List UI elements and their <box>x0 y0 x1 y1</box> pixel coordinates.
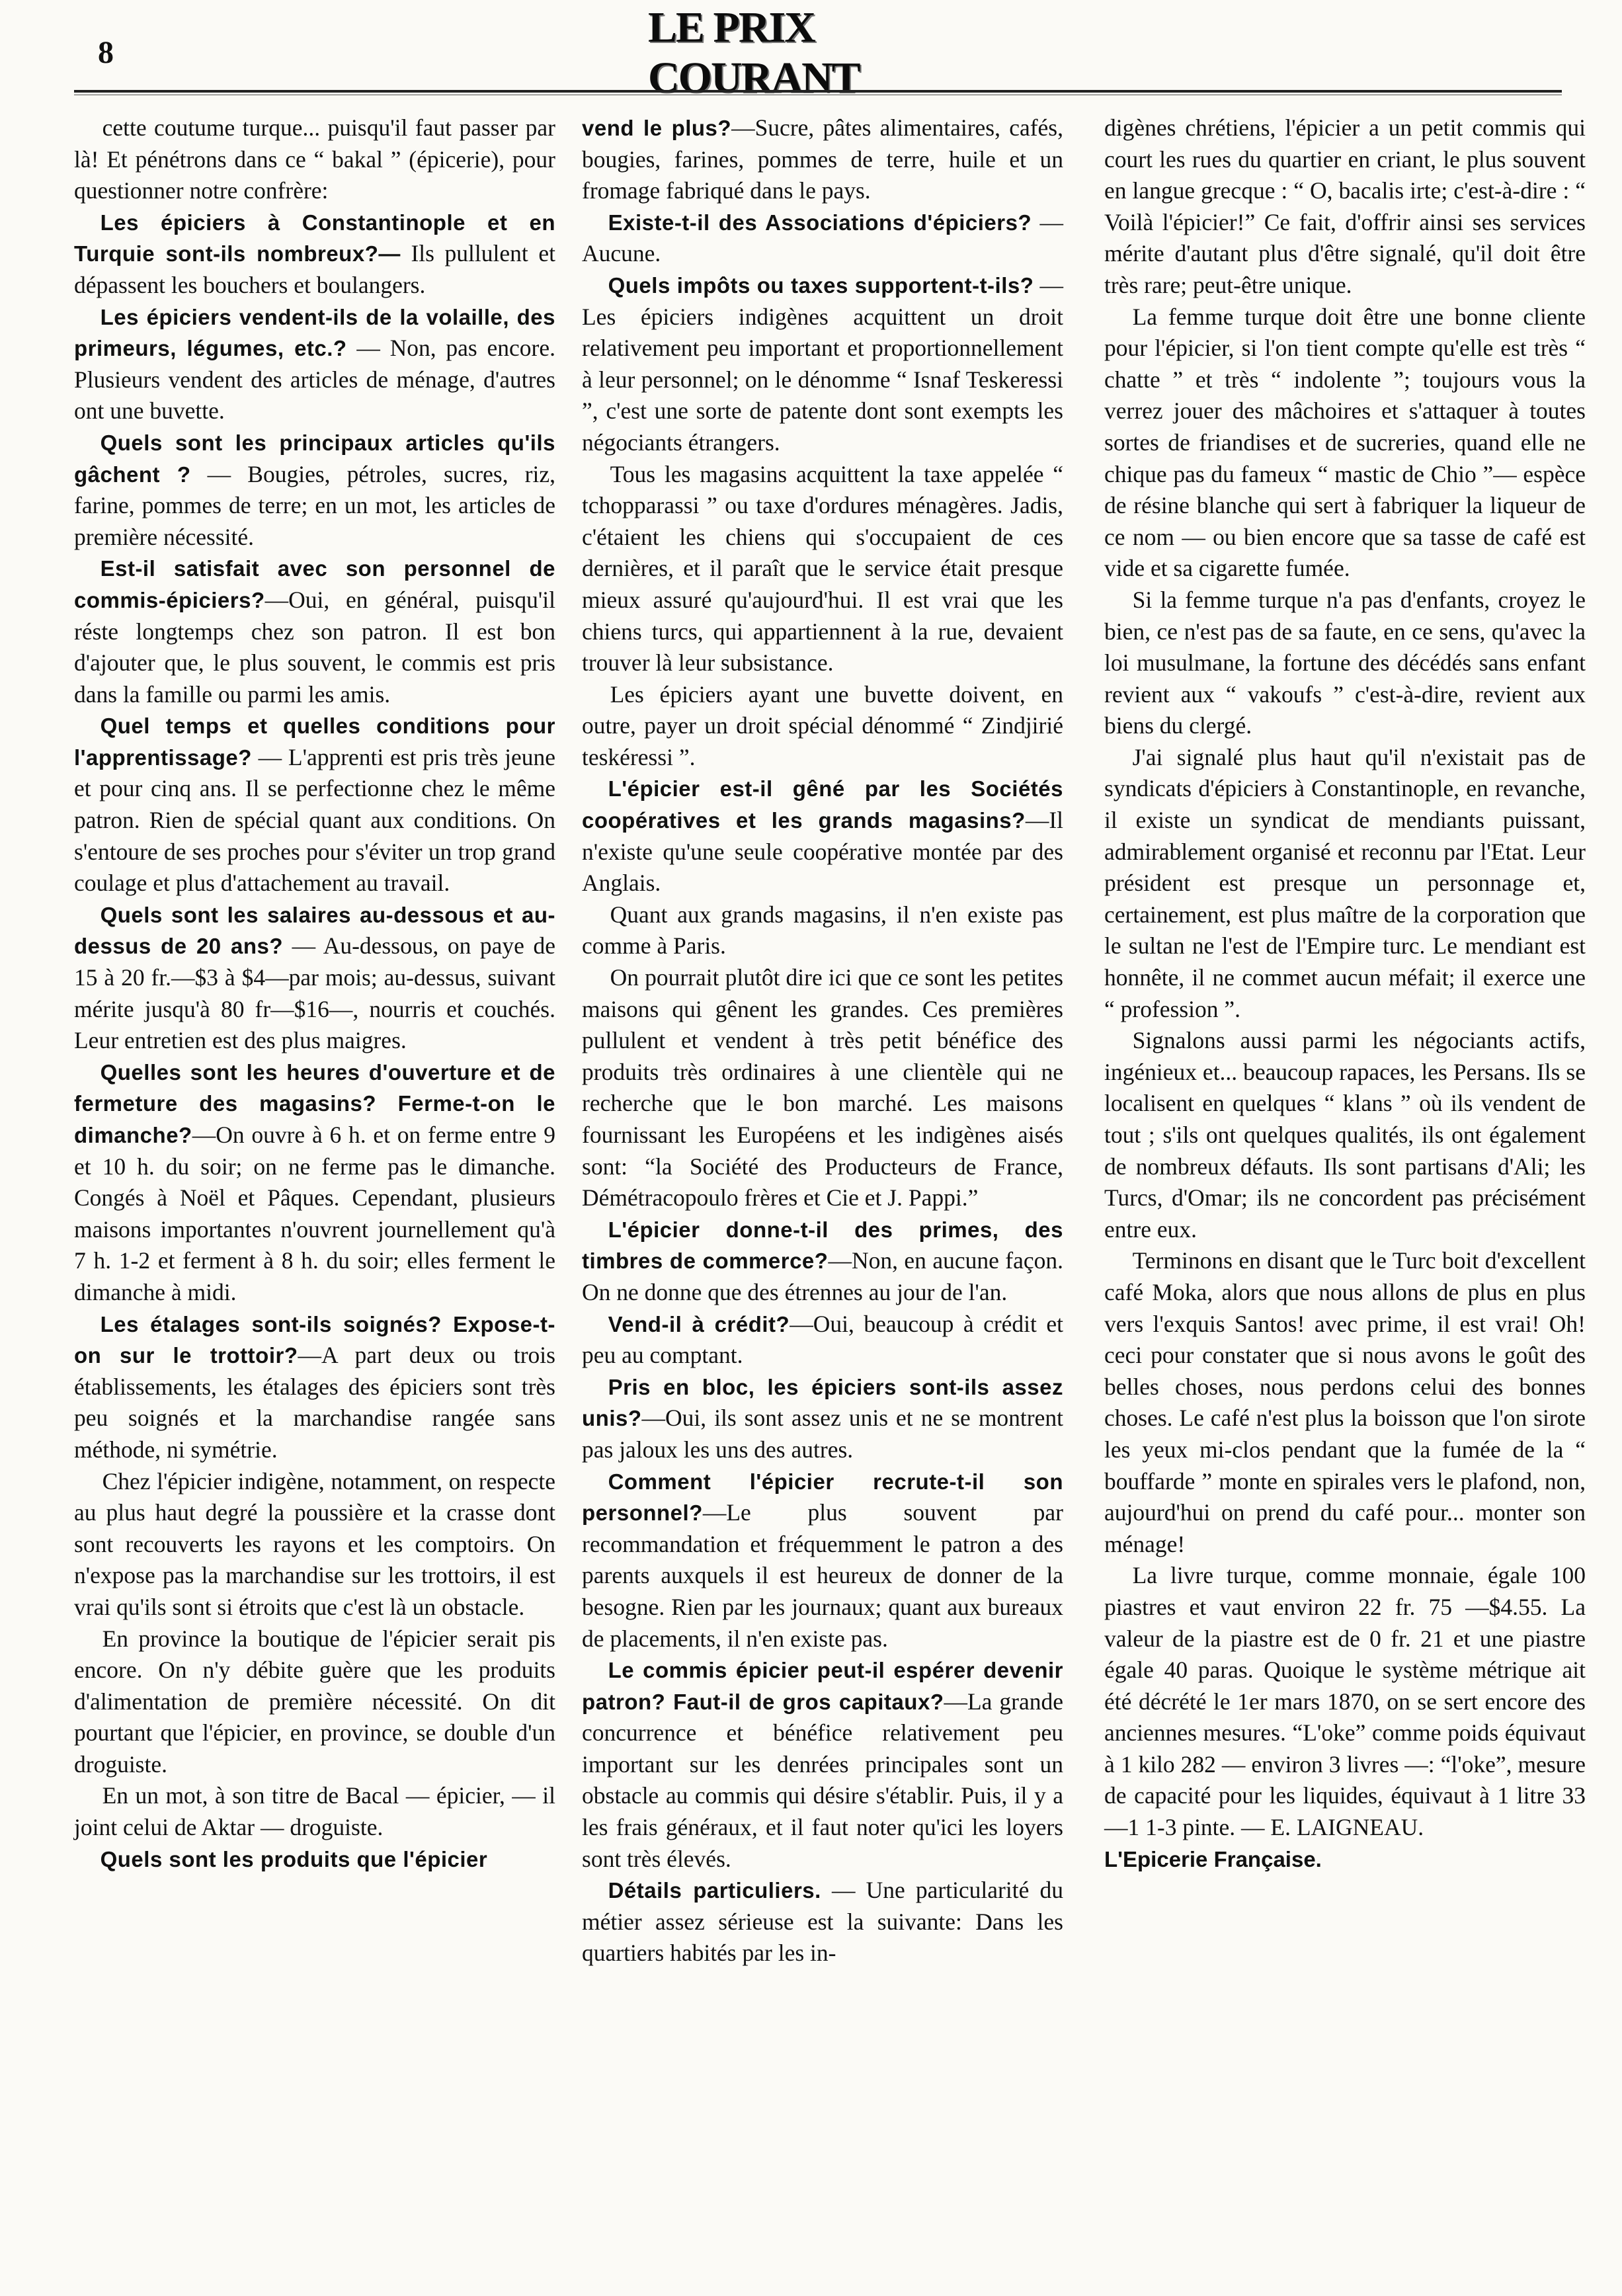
question-heading: Pris en bloc, les épiciers sont-ils assez unis? <box>582 1374 1063 1431</box>
answer-text: — Bougies, pétroles, sucres, riz, farine, pommes de terre; en un mot, les articles de première nécessité. <box>74 460 555 550</box>
answer-text: —Oui, beaucoup à crédit et peu au comptant. <box>582 1310 1063 1369</box>
answer-text: —Les épiciers indigènes acquittent un droit relativement peu important et proportionnellement à leur personnel; on le dénomme “ Isnaf Teskeressi ”, c'est une sorte de patente dont sont exempts les négociants étrangers. <box>582 271 1064 456</box>
question-answer <box>74 553 555 710</box>
answer-text: — Au-dessous, on paye de 15 à 20 fr.—$3 à $4—par mois; au-dessus, suivant mérite jusqu'à 80 fr—$16—, nourris et couchés. Leur entretien est des plus maigres. <box>74 932 555 1054</box>
question-heading: Les étalages sont-ils soignés? Expose-t-on sur le trottoir? <box>74 1311 555 1368</box>
question-answer <box>582 1655 1063 1875</box>
question-heading: L'épicier donne-t-il des primes, des timbres de commerce? <box>582 1217 1063 1274</box>
answer-text: — Une particularité du métier assez sérieuse est la suivante: Dans les quartiers habités par les in- <box>582 1877 1063 1967</box>
answer-text: — Aucune. <box>582 208 1064 267</box>
answer-text: Ils pullulent et dépassent les bouchers et boulangers. <box>74 240 555 298</box>
question-heading: Les épiciers vendent-ils de la volaille, des primeurs, légumes, etc.? <box>74 304 555 361</box>
answer-text: —La grande concurrence et bénéfice relativement peu important sur les denrées principales sont un obstacle au commis qui désire s'établir. Puis, il y a les frais généraux, et il faut noter qu'ici les loyers sont très élevés. <box>582 1688 1063 1872</box>
question-answer <box>582 1214 1063 1309</box>
page-number: 8 <box>98 35 114 70</box>
answer-text: —Sucre, pâtes alimentaires, cafés, bougies, farines, pommes de terre, huile et un fromage fabriqué dans le pays. <box>582 114 1063 204</box>
article-paragraph: Quant aux grands magasins, il n'en existe pas comme à Paris. <box>582 901 1063 960</box>
article-paragraph: On pourrait plutôt dire ici que ce sont les petites maisons qui gênent les grandes. Ces premières pullulent et vendent à très petit bénéfice des produits très ordinaires à une clientèle qui ne recherche que le bon marché. Les maisons fournissant les Européens et les indigènes aisés sont: “la Société des Producteurs de France, Démétracopoulo frères et Cie et J. Pappi.” <box>582 964 1063 1211</box>
question-heading: Quels sont les salaires au-dessous et au-dessus de 20 ans? <box>74 902 555 959</box>
answer-text: —Le plus souvent par recommandation et fréquemment le patron a des parents auxquels il est heureux de donner de la besogne. Rien par les journaux; quant aux bureaux de placements, il n'en existe pas. <box>582 1499 1063 1652</box>
article-paragraph: J'ai signalé plus haut qu'il n'existait pas de syndicats d'épiciers à Constantinople, en revanche, il existe un syndicat de mendiants puissant, admirablement organisé et reconnu par l'Etat. Leur président est presque un personnage et, certainement, est plus maître de la corporation que le sultan ne l'est de l'Empire turc. Le mendiant est honnête, il ne commet aucun méfait; il exerce une “ profession ”. <box>1104 743 1586 1022</box>
question-heading: Le commis épicier peut-il espérer devenir patron? Faut-il de gros capitaux? <box>582 1658 1063 1714</box>
question-answer <box>582 1309 1063 1372</box>
article-paragraph: Chez l'épicier indigène, notamment, on respecte au plus haut degré la poussière et la crasse dont sont recouverts les rayons et les comptoirs. On n'expose pas la marchandise sur les trottoirs, il est vrai qu'ils sont si étroits que c'est là un obstacle. <box>74 1467 555 1620</box>
question-heading: Vend-il à crédit? <box>608 1311 790 1336</box>
article-column-3 <box>1104 112 1586 1875</box>
question-answer <box>74 207 555 302</box>
question-heading: L'épicier est-il gêné par les Sociétés coopératives et les grands magasins? <box>582 776 1063 833</box>
question-answer <box>74 899 555 1057</box>
article-paragraph: En province la boutique de l'épicier serait pis encore. On n'y débite guère que les produits d'alimentation de première nécessité. On dit pourtant que l'épicier, en province, se double d'un droguiste. <box>74 1625 555 1778</box>
article-paragraph: La livre turque, comme monnaie, égale 100 piastres et vaut environ 22 fr. 75 —$4.55. La valeur de la piastre est de 0 fr. 21 et une piastre égale 40 paras. Quoique le système métrique ait été décrété le 1er mars 1870, on se sert encore des anciennes mesures. “L'oke” comme poids équivaut à 1 kilo 282 — environ 3 livres —: “l'oke”, mesure de capacité pour les liquides, équivaut à 1 litre 33—1 1-3 pinte. — E. LAIGNEAU. <box>1104 1562 1586 1841</box>
answer-text: —Non, en aucune façon. On ne donne que des étrennes au jour de l'an. <box>582 1247 1063 1305</box>
question-answer <box>582 270 1063 459</box>
answer-text: —Oui, ils sont assez unis et ne se montrent pas jaloux les uns des autres. <box>582 1405 1063 1463</box>
answer-text: — L'apprenti est pris très jeune et pour cinq ans. Il se perfectionne chez le même patron. Rien de spécial quant aux conditions. On s'entoure de ses proches pour s'éviter un trop grand coulage et plus d'attachement au travail. <box>74 743 555 897</box>
article-paragraph: Terminons en disant que le Turc boit d'excellent café Moka, alors que nous allons de plus en plus vers l'exquis Santos! avec prime, il est vrai! Oh! ceci pour constater que si nous avons le goût des belles choses, nous perdons celui des bonnes choses. Le café n'est plus la boisson que l'on sirote les yeux mi-clos pendant que la fumée de la “ bouffarde ” monte en spirales vers le plafond, non, aujourd'hui on prend du café pour... monter son ménage! <box>1104 1247 1586 1557</box>
article-column-1 <box>74 112 555 1875</box>
article-paragraph: En un mot, à son titre de Bacal — épicier, — il joint celui de Aktar — droguiste. <box>74 1782 555 1841</box>
answer-text: — Non, pas encore. Plusieurs vendent des articles de ménage, d'autres ont une buvette. <box>74 335 555 425</box>
source-signature: L'Epicerie Française. <box>1104 1846 1322 1871</box>
question-answer <box>74 1057 555 1309</box>
question-answer <box>74 427 555 553</box>
answer-text: —On ouvre à 6 h. et on ferme entre 9 et 10 h. du soir; on ne ferme pas le dimanche. Congés à Noël et Pâques. Cependant, plusieurs maisons importantes n'ouvrent journellement qu'à 7 h. 1-2 et ferment à 8 h. du soir; elles ferment le dimanche à midi. <box>74 1122 555 1305</box>
question-heading: Quels sont les principaux articles qu'ils gâchent ? <box>74 430 555 487</box>
question-answer <box>582 1372 1063 1466</box>
question-heading: vend le plus? <box>582 116 732 140</box>
question-heading: Existe-t-il des Associations d'épiciers? <box>608 210 1032 235</box>
answer-text: —A part deux ou trois établissements, les étalages des épiciers sont très peu soignés et la marchandise rangée sans méthode, ni symétrie. <box>74 1342 555 1463</box>
answer-text: —Oui, en général, puisqu'il réste longtemps chez son patron. Il est bon d'ajouter que, le plus souvent, le commis est pris dans la famille ou parmi les amis. <box>74 586 555 708</box>
question-heading: Détails particuliers. <box>608 1878 821 1903</box>
question-heading: Quel temps et quelles conditions pour l'apprentissage? <box>74 714 555 770</box>
question-answer <box>74 1309 555 1466</box>
answer-text: —Il n'existe qu'une seule coopérative montée par des Anglais. <box>582 807 1063 897</box>
article-paragraph: Signalons aussi parmi les négociants actifs, ingénieux et... beaucoup rapaces, les Persans. Ils se localisent en quelques “ klans ” où ils vendent de tout ; s'ils ont quelques qualités, ils ont également de nombreux défauts. Ils sont partisans d'Ali; les Turcs, d'Omar; ils ne concordent pas précisément entre eux. <box>1104 1027 1586 1243</box>
article-paragraph: cette coutume turque... puisqu'il faut passer par là! Et pénétrons dans ce “ bakal ” (épicerie), pour questionner notre confrère: <box>74 114 555 204</box>
question-answer <box>582 773 1063 899</box>
question-answer <box>582 207 1063 270</box>
question-answer <box>74 710 555 899</box>
article-paragraph: Les épiciers ayant une buvette doivent, en outre, payer un droit spécial dénommé “ Zindjirié teskéressi ”. <box>582 680 1063 770</box>
question-heading: Est-il satisfait avec son personnel de commis-épiciers? <box>74 556 555 612</box>
question-answer <box>74 302 555 427</box>
question-answer <box>74 1844 555 1875</box>
question-answer <box>582 1466 1063 1655</box>
article-paragraph: digènes chrétiens, l'épicier a un petit commis qui court les rues du quartier en criant, le plus souvent en langue grecque : “ O, bacalis irte; c'est-à-dire : “ Voilà l'épicier!” Ce fait, d'offrir ainsi ses services mérite d'autant plus d'être signalé, qu'il doit être très rare; peut-être unique. <box>1104 114 1586 298</box>
question-heading: Quels sont les produits que l'épicier <box>100 1846 488 1871</box>
article-paragraph: La femme turque doit être une bonne cliente pour l'épicier, si l'on tient compte qu'elle est très “ chatte ” et très “ indolente ”; toujours vous la verrez jouer des mâchoires et s'attaquer à toutes sortes de friandises et de sucreries, quand elle ne chique pas du fameux “ mastic de Chio ”— espèce de résine blanche qui sert à fabriquer la liqueur de ce nom — ou bien encore que sa tasse de café est vide et sa cigarette fumée. <box>1104 303 1586 582</box>
header-rule <box>74 90 1562 93</box>
question-answer <box>582 1875 1063 1969</box>
article-paragraph: Si la femme turque n'a pas d'enfants, croyez le bien, ce n'est pas de sa faute, en ce sens, qu'avec la loi musulmane, la fortune des décédés sans enfant revient aux “ vakoufs ” c'est-à-dire, revient aux biens du clergé. <box>1104 586 1586 739</box>
article-paragraph: Tous les magasins acquittent la taxe appelée “ tchopparassi ” ou taxe d'ordures ménagères. Jadis, c'étaient les chiens qui s'occupaient de ces dernières, et il paraît que le service était presque mieux assuré qu'aujourd'hui. Il est vrai que les chiens turcs, qui appartiennent à la rue, devaient trouver là leur subsistance. <box>582 460 1063 676</box>
question-heading: Les épiciers à Constantinople et en Turquie sont-ils nombreux?— <box>74 210 555 266</box>
question-heading: Quelles sont les heures d'ouverture et de fermeture des magasins? Ferme-t-on le dimanche? <box>74 1059 555 1147</box>
question-heading: Quels impôts ou taxes supportent-t-ils? <box>608 272 1034 298</box>
question-heading: Comment l'épicier recrute-t-il son personnel? <box>582 1469 1063 1526</box>
masthead-logo: LE PRIX COURANT <box>648 3 860 102</box>
article-column-2 <box>582 112 1063 1969</box>
question-answer <box>582 112 1063 207</box>
